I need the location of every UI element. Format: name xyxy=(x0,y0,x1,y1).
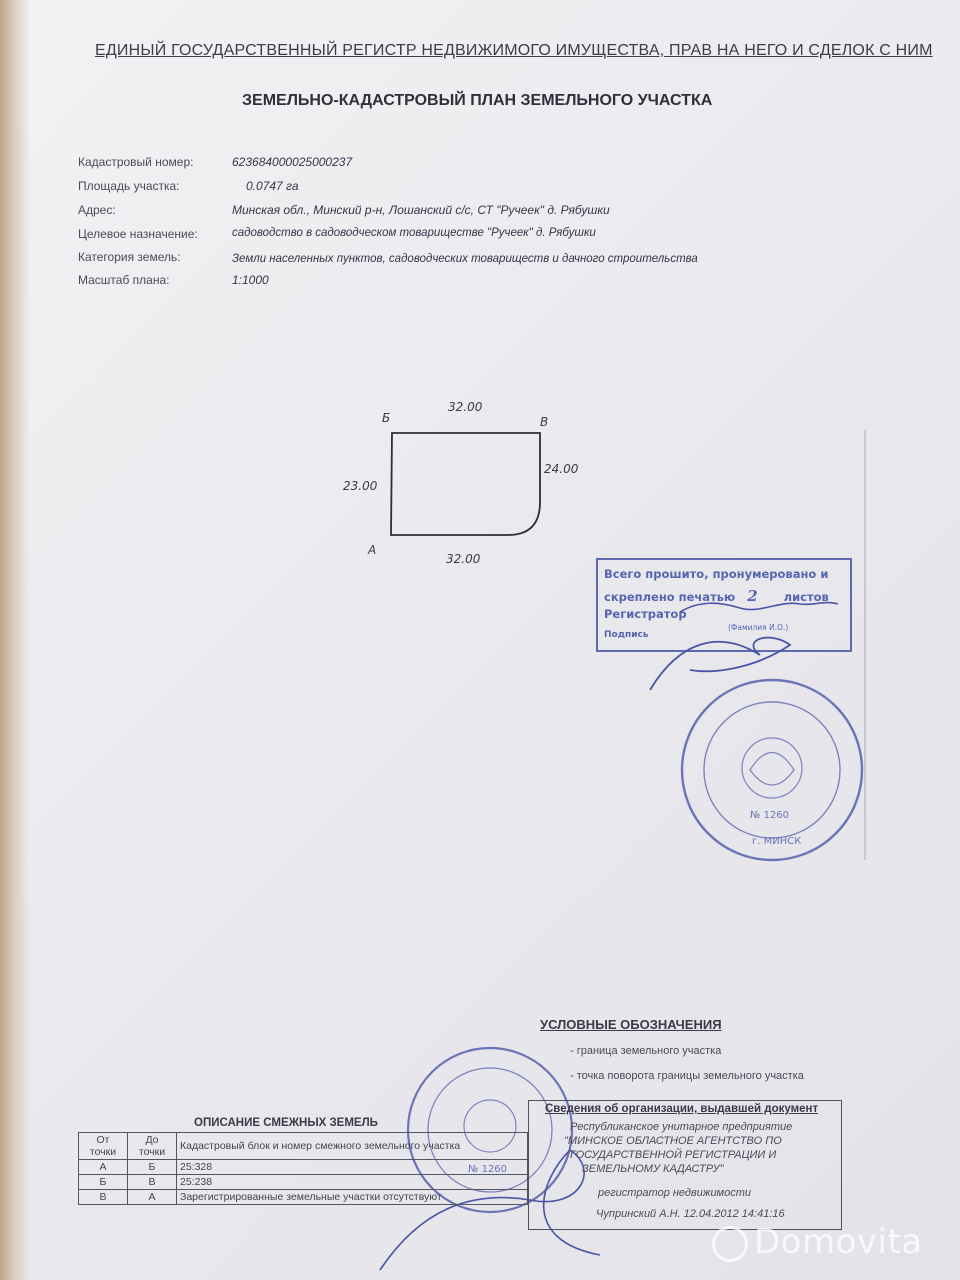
registry-header: ЕДИНЫЙ ГОСУДАРСТВЕННЫЙ РЕГИСТР НЕДВИЖИМОГО ИМУЩЕСТВА, ПРАВ НА НЕГО И СДЕЛОК С НИМ xyxy=(95,42,933,59)
stamp-line-4: Подпись xyxy=(604,630,649,640)
field-value-category: Земли населенных пунктов, садоводческих товариществ и дачного строительства xyxy=(232,253,698,265)
field-value-area: 0.0747 га xyxy=(246,179,299,193)
table-header-row xyxy=(79,1133,528,1160)
watermark-logo xyxy=(712,1222,923,1262)
header-to: До точки xyxy=(128,1133,177,1160)
watermark-text: Domovita xyxy=(754,1222,923,1262)
point-a-label: А xyxy=(368,543,377,557)
table-row xyxy=(79,1190,528,1205)
field-value-cadastral: 623684000025000237 xyxy=(232,155,353,169)
field-label-purpose: Целевое назначение: xyxy=(78,227,198,241)
side-bottom-length: 32.00 xyxy=(446,552,481,566)
legend-item-turn-point: - точка поворота границы земельного участка xyxy=(570,1070,804,1082)
organization-line-2: "МИНСКОЕ ОБЛАСТНОЕ АГЕНТСТВО ПО xyxy=(564,1135,782,1147)
field-label-scale: Масштаб плана: xyxy=(78,273,170,287)
legend-item-boundary: - граница земельного участка xyxy=(570,1045,722,1057)
table-row xyxy=(79,1175,528,1190)
field-label-address: Адрес: xyxy=(78,203,116,217)
point-v-label: В xyxy=(540,415,549,429)
legend-title: УСЛОВНЫЕ ОБОЗНАЧЕНИЯ xyxy=(540,1017,722,1032)
row-to: А xyxy=(128,1190,177,1205)
round-seal-top-icon xyxy=(682,680,862,860)
organization-line-1: Республиканское унитарное предприятие xyxy=(570,1121,793,1133)
field-label-category: Категория земель: xyxy=(78,250,181,264)
stamp-line-2-a: скреплено печатью xyxy=(604,590,736,604)
adjacent-lands-table xyxy=(78,1132,528,1205)
organization-line-4: ЗЕМЕЛЬНОМУ КАДАСТРУ" xyxy=(582,1163,724,1175)
field-label-area: Площадь участка: xyxy=(78,179,180,193)
point-b-label: Б xyxy=(382,411,391,425)
adjacent-lands-title: ОПИСАНИЕ СМЕЖНЫХ ЗЕМЕЛЬ xyxy=(194,1117,378,1129)
row-desc: 25:328 xyxy=(177,1160,528,1175)
row-from: Б xyxy=(79,1175,128,1190)
organization-title: Сведения об организации, выдавшей документ xyxy=(545,1103,819,1115)
svg-text:№ 1260: № 1260 xyxy=(468,1164,508,1175)
row-desc: Зарегистрированные земельные участки отсутствуют xyxy=(177,1190,528,1205)
header-from: От точки xyxy=(79,1133,128,1160)
row-from: В xyxy=(79,1190,128,1205)
organization-signature-date: Чупринский А.Н. 12.04.2012 14:41:16 xyxy=(596,1208,785,1220)
field-value-address: Минская обл., Минский р-н, Лошанский с/с, СТ "Ручеек" д. Рябушки xyxy=(232,203,610,217)
row-to: В xyxy=(128,1175,177,1190)
registrar-signature-icon xyxy=(680,603,838,612)
seal-number: № 1260 xyxy=(750,810,790,821)
field-value-purpose: садоводство в садоводческом товариществе "Ручеек" д. Рябушки xyxy=(232,227,596,239)
stamp-line-1: Всего прошито, пронумеровано и xyxy=(604,567,829,581)
stamp-sheet-count: 2 xyxy=(747,587,758,605)
signature-scribble-icon xyxy=(650,638,790,690)
side-right-length: 24.00 xyxy=(544,462,579,476)
seal-city: г. МИНСК xyxy=(752,836,802,847)
header-desc: Кадастровый блок и номер смежного земельного участка xyxy=(177,1133,528,1160)
field-value-scale: 1:1000 xyxy=(232,273,269,287)
stamp-name-hint: (Фамилия И.О.) xyxy=(728,623,789,632)
organization-position: регистратор недвижимости xyxy=(598,1187,751,1199)
stamp-line-2-b: листов xyxy=(783,590,829,604)
stamp-line-3: Регистратор xyxy=(604,607,687,621)
row-from: А xyxy=(79,1160,128,1175)
table-row xyxy=(79,1160,528,1175)
row-to: Б xyxy=(128,1160,177,1175)
watermark-icon xyxy=(712,1226,748,1262)
document-title: ЗЕМЕЛЬНО-КАДАСТРОВЫЙ ПЛАН ЗЕМЕЛЬНОГО УЧАСТКА xyxy=(242,92,713,109)
side-left-length: 23.00 xyxy=(343,479,378,493)
row-desc: 25:238 xyxy=(177,1175,528,1190)
organization-line-3: ГОСУДАРСТВЕННОЙ РЕГИСТРАЦИИ И xyxy=(570,1149,777,1161)
side-top-length: 32.00 xyxy=(448,400,483,414)
field-label-cadastral: Кадастровый номер: xyxy=(78,155,194,169)
